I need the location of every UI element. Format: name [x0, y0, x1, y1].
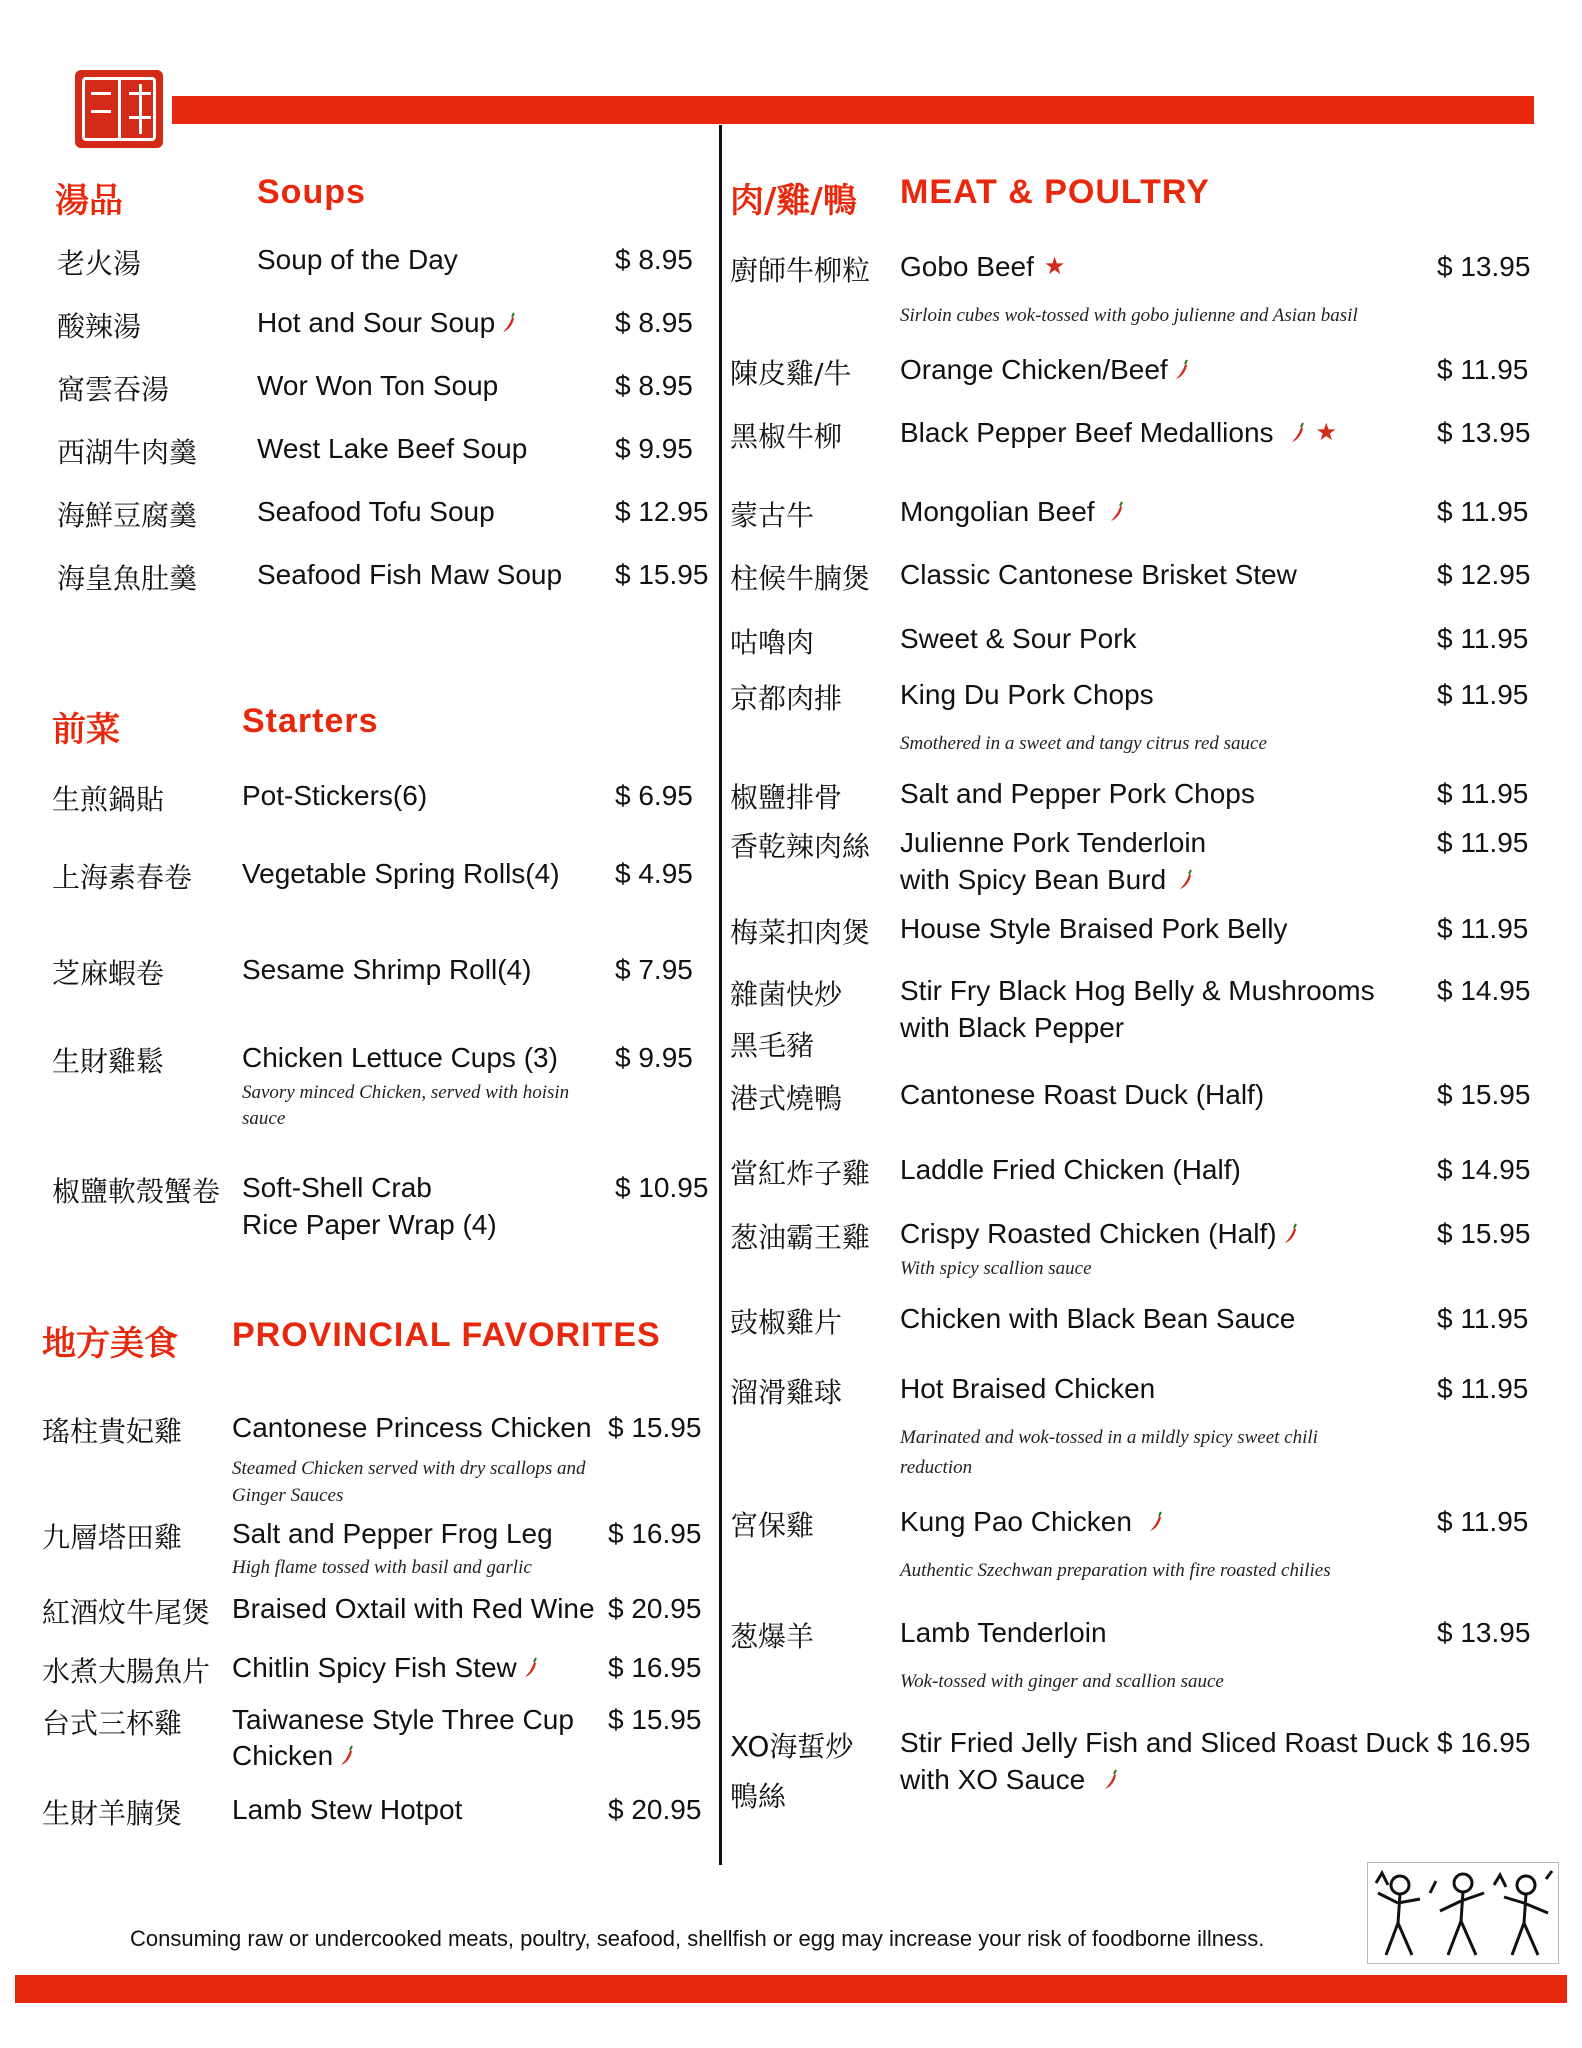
menu-item-name: West Lake Beef Soup [257, 433, 528, 464]
menu-item-name: Julienne Pork Tenderloin [900, 827, 1207, 858]
menu-item-price: $ 8.95 [615, 370, 693, 401]
menu-item-name: Chicken Lettuce Cups (3) [242, 1042, 558, 1073]
menu-item-cn: 酸辣湯 [57, 310, 142, 343]
menu-item-price: $ 11.95 [1437, 1303, 1529, 1334]
menu-item-cn: 上海素春卷 [52, 861, 193, 894]
menu-item-name-line2: Chicken [232, 1740, 355, 1772]
menu-item-price: $ 9.95 [615, 1042, 693, 1073]
menu-item-name-line2: Rice Paper Wrap (4) [242, 1209, 497, 1240]
menu-item-name: Chitlin Spicy Fish Stew [232, 1652, 539, 1684]
menu-item-name: Wor Won Ton Soup [257, 370, 499, 401]
soups-heading: Soups [257, 173, 366, 211]
menu-item-cn: 台式三杯雞 [42, 1707, 183, 1740]
menu-item-cn: 香乾辣肉絲 [730, 830, 871, 863]
menu-item-cn: 芝麻蝦卷 [52, 957, 165, 990]
menu-item-description: reduction [900, 1457, 973, 1478]
menu-item-price: $ 13.95 [1437, 417, 1531, 448]
menu-item-name: Hot and Sour Soup [257, 307, 517, 339]
menu-item-name: Taiwanese Style Three Cup [232, 1704, 574, 1735]
menu-item-cn: XO海蜇炒 [730, 1730, 854, 1763]
menu-item-cn: 水煮大腸魚片 [42, 1655, 211, 1688]
menu-item-description: Wok-tossed with ginger and scallion sauce [900, 1671, 1224, 1692]
menu-item-price: $ 11.95 [1437, 623, 1529, 654]
chili-pepper-icon [1176, 869, 1194, 891]
column-divider [719, 125, 722, 1865]
menu-item-name: House Style Braised Pork Belly [900, 913, 1288, 944]
menu-item-price: $ 9.95 [615, 433, 693, 464]
menu-item-price: $ 16.95 [608, 1518, 702, 1549]
menu-item-name: Sweet & Sour Pork [900, 623, 1137, 654]
menu-item-name: Lamb Stew Hotpot [232, 1794, 463, 1825]
menu-item-name: Crispy Roasted Chicken (Half) [900, 1218, 1299, 1250]
menu-item-name-line2: with Black Pepper [900, 1012, 1125, 1043]
menu-item-price: $ 6.95 [615, 780, 693, 811]
menu-item-cn: 廚師牛柳粒 [730, 254, 871, 287]
provincial-heading-cn: 地方美食 [42, 1324, 178, 1364]
menu-item-cn: 宮保雞 [730, 1509, 815, 1542]
menu-item-name: Sesame Shrimp Roll(4) [242, 954, 532, 985]
menu-item-name: Stir Fried Jelly Fish and Sliced Roast Duck [900, 1727, 1430, 1758]
menu-item-name: Cantonese Princess Chicken [232, 1412, 592, 1443]
menu-item-price: $ 10.95 [615, 1172, 709, 1203]
menu-item-cn: 陳皮雞/牛 [730, 357, 852, 390]
menu-item-price: $ 12.95 [615, 496, 709, 527]
menu-item-cn: 咕嚕肉 [730, 626, 815, 659]
menu-item-name: Chicken with Black Bean Sauce [900, 1303, 1296, 1334]
menu-item-price: $ 4.95 [615, 858, 693, 889]
menu-item-name-line2: with XO Sauce [900, 1764, 1119, 1796]
menu-item-cn: 椒鹽排骨 [730, 781, 843, 814]
chili-pepper-icon [1146, 1511, 1164, 1533]
menu-item-price: $ 13.95 [1437, 251, 1531, 282]
menu-item-description: Steamed Chicken served with dry scallops and [232, 1458, 586, 1479]
menu-item-price: $ 14.95 [1437, 975, 1531, 1006]
menu-item-cn: 生煎鍋貼 [52, 783, 165, 816]
menu-item-name: Stir Fry Black Hog Belly & Mushrooms [900, 975, 1375, 1006]
menu-item-description: Ginger Sauces [232, 1485, 344, 1506]
top-accent-bar [172, 96, 1534, 124]
menu-item-name: Kung Pao Chicken [900, 1506, 1164, 1538]
restaurant-seal-logo [75, 70, 163, 148]
menu-item-price: $ 20.95 [608, 1593, 702, 1624]
menu-item-cn: 溜滑雞球 [730, 1376, 843, 1409]
menu-item-description: Smothered in a sweet and tangy citrus red sauce [900, 733, 1267, 754]
starters-heading: Starters [242, 702, 379, 740]
menu-item-cn: 葱油霸王雞 [730, 1221, 871, 1254]
menu-item-cn: 紅酒炆牛尾煲 [42, 1596, 211, 1629]
menu-item-name: Hot Braised Chicken [900, 1373, 1156, 1404]
health-notice: Consuming raw or undercooked meats, poultry, seafood, shellfish or egg may increase your risk of foodborne illness. [130, 1926, 1265, 1951]
menu-item-price: $ 13.95 [1437, 1617, 1531, 1648]
menu-item-name: Vegetable Spring Rolls(4) [242, 858, 560, 889]
menu-item-name: Salt and Pepper Pork Chops [900, 778, 1255, 809]
menu-item-cn: 港式燒鴨 [730, 1082, 843, 1115]
menu-item-price: $ 11.95 [1437, 1506, 1529, 1537]
menu-item-price: $ 8.95 [615, 244, 693, 275]
star-icon: ★ [1043, 253, 1066, 280]
menu-item-cn-line2: 鴨絲 [730, 1780, 787, 1813]
chili-pepper-icon [1281, 1223, 1299, 1245]
menu-item-cn: 海鮮豆腐羹 [57, 499, 198, 532]
menu-item-price: $ 15.95 [615, 559, 709, 590]
starters-heading-cn: 前菜 [52, 710, 120, 750]
menu-item-description: Savory minced Chicken, served with hoisin [242, 1082, 570, 1103]
menu-item-price: $ 14.95 [1437, 1154, 1531, 1185]
menu-item-cn: 西湖牛肉羹 [57, 436, 198, 469]
menu-item-name: Soup of the Day [257, 244, 458, 275]
meat-heading: MEAT & POULTRY [900, 173, 1210, 211]
menu-item-cn-line2: 黑毛豬 [730, 1029, 815, 1062]
menu-item-price: $ 7.95 [615, 954, 693, 985]
menu-item-name: Soft-Shell Crab [242, 1172, 432, 1203]
menu-item-cn: 葱爆羊 [730, 1620, 815, 1653]
menu-item-description: High flame tossed with basil and garlic [232, 1557, 532, 1578]
menu-item-name: Seafood Fish Maw Soup [257, 559, 563, 590]
menu-item-price: $ 11.95 [1437, 778, 1529, 809]
menu-item-name: Salt and Pepper Frog Leg [232, 1518, 553, 1549]
bottom-accent-bar [15, 1975, 1567, 2003]
menu-item-cn: 椒鹽軟殼蟹卷 [52, 1175, 221, 1208]
menu-item-price: $ 11.95 [1437, 496, 1529, 527]
menu-item-name: Cantonese Roast Duck (Half) [900, 1079, 1265, 1110]
menu-item-name: Black Pepper Beef Medallions ★ [900, 417, 1338, 448]
menu-item-cn: 九層塔田雞 [42, 1521, 183, 1554]
menu-item-price: $ 15.95 [608, 1704, 702, 1735]
meat-heading-cn: 肉/雞/鴨 [730, 181, 857, 221]
menu-item-name: Classic Cantonese Brisket Stew [900, 559, 1297, 590]
menu-item-price: $ 11.95 [1437, 1373, 1529, 1404]
menu-item-price: $ 15.95 [608, 1412, 702, 1443]
menu-item-price: $ 16.95 [1437, 1727, 1531, 1758]
menu-item-cn: 生財羊腩煲 [42, 1797, 183, 1830]
menu-item-cn: 梅菜扣肉煲 [730, 916, 871, 949]
menu-item-name-line2: with Spicy Bean Burd [900, 864, 1194, 896]
menu-item-name: Gobo Beef ★ [900, 251, 1066, 282]
menu-item-name: Orange Chicken/Beef [900, 354, 1190, 386]
menu-item-name: Lamb Tenderloin [900, 1617, 1107, 1648]
menu-item-price: $ 11.95 [1437, 679, 1529, 710]
menu-item-name: Mongolian Beef [900, 496, 1125, 528]
menu-item-name: Braised Oxtail with Red Wine [232, 1593, 595, 1624]
chili-pepper-icon [499, 312, 517, 334]
menu-item-cn: 老火湯 [57, 247, 142, 280]
dancing-figures-illustration [1367, 1862, 1559, 1964]
menu-item-cn: 當紅炸子雞 [730, 1157, 871, 1190]
menu-item-price: $ 11.95 [1437, 913, 1529, 944]
provincial-heading: PROVINCIAL FAVORITES [232, 1316, 661, 1354]
chili-pepper-icon [521, 1657, 539, 1679]
menu-item-name: Seafood Tofu Soup [257, 496, 495, 527]
menu-item-name: King Du Pork Chops [900, 679, 1154, 710]
menu-item-price: $ 20.95 [608, 1794, 702, 1825]
menu-item-cn: 海皇魚肚羹 [57, 562, 198, 595]
menu-item-name: Laddle Fried Chicken (Half) [900, 1154, 1241, 1185]
menu-item-price: $ 15.95 [1437, 1079, 1531, 1110]
menu-item-description: Authentic Szechwan preparation with fire roasted chilies [900, 1560, 1331, 1581]
menu-item-cn: 京都肉排 [730, 682, 843, 715]
chili-pepper-icon [337, 1745, 355, 1767]
chili-pepper-icon [1172, 359, 1190, 381]
star-icon: ★ [1315, 419, 1338, 446]
menu-item-description: Sirloin cubes wok-tossed with gobo julienne and Asian basil [900, 305, 1358, 326]
menu-item-description: Marinated and wok-tossed in a mildly spicy sweet chili [900, 1427, 1318, 1448]
menu-item-cn: 豉椒雞片 [730, 1306, 843, 1339]
menu-item-cn: 雜菌快炒 [730, 978, 843, 1011]
menu-item-price: $ 12.95 [1437, 559, 1531, 590]
menu-item-price: $ 11.95 [1437, 354, 1529, 385]
menu-item-cn: 蒙古牛 [730, 499, 815, 532]
menu-item-cn: 瑤柱貴妃雞 [42, 1415, 183, 1448]
menu-item-cn: 柱候牛腩煲 [730, 562, 871, 595]
chili-pepper-icon [1107, 501, 1125, 523]
chili-pepper-icon [1101, 1769, 1119, 1791]
menu-item-cn: 窩雲吞湯 [57, 373, 170, 406]
menu-item-description: sauce [242, 1108, 286, 1129]
menu-item-name: Pot-Stickers(6) [242, 780, 428, 811]
menu-item-price: $ 11.95 [1437, 827, 1529, 858]
menu-item-price: $ 15.95 [1437, 1218, 1531, 1249]
menu-item-cn: 生財雞鬆 [52, 1045, 165, 1078]
menu-item-description: With spicy scallion sauce [900, 1258, 1092, 1279]
menu-item-cn: 黑椒牛柳 [730, 420, 843, 453]
soups-heading-cn: 湯品 [55, 181, 123, 221]
chili-pepper-icon [1288, 422, 1306, 444]
menu-item-price: $ 8.95 [615, 307, 693, 338]
menu-item-price: $ 16.95 [608, 1652, 702, 1683]
